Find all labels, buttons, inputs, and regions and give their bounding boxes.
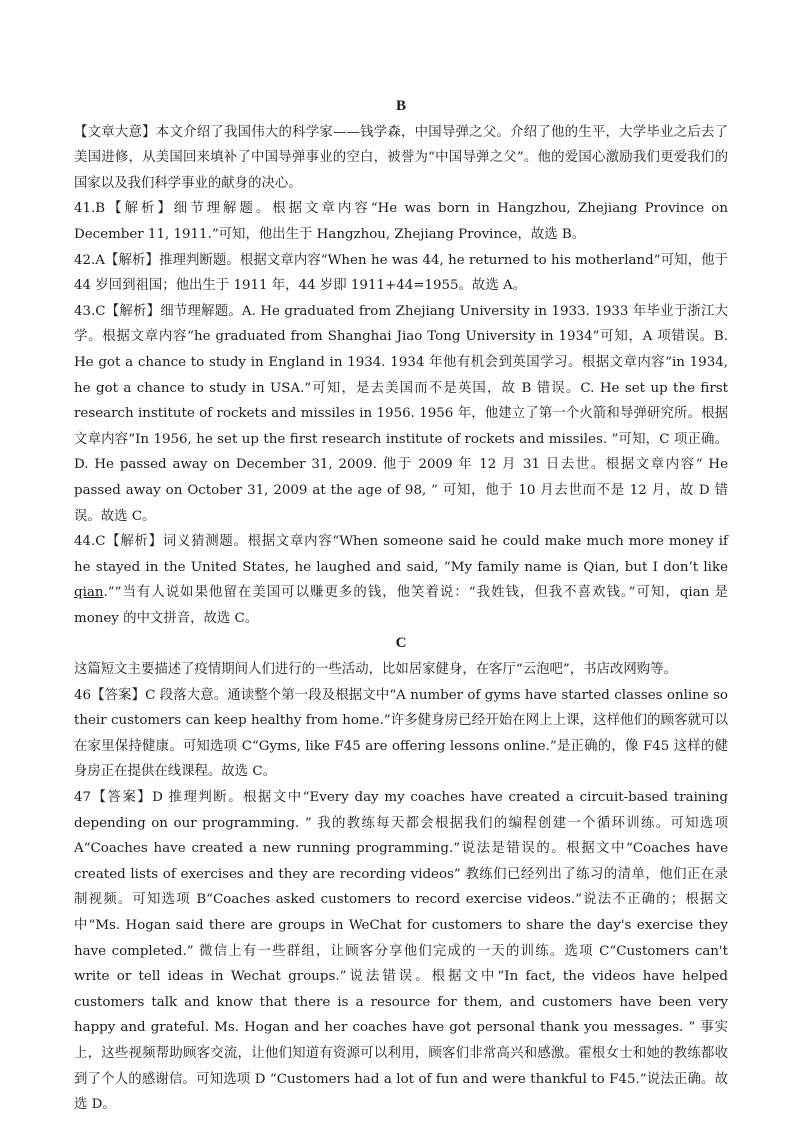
answer-47: 47【答案】D 推理判断。根据文中“Every day my coaches have created a circuit-based training depending on our programming. ” 我的教练每天都会根据我们的编程创建一个循环训练。可知选项 A“Coaches have created a new running programming.”说法是错误的。根据文中“Coaches have created lists of exercises and they are recording videos” 教练们已经列出了练习的清单，他们正在录制视频。可知选项 B“Coaches asked customers to record exercise videos.”说法不正确的；根据文中“Ms. Hogan said there are groups in WeChat for customers to share the day's exercise they have completed.” 微信上有一些群组，让顾客分享他们完成的一天的训练。选项 C“Customers can't write or tell ideas in Wechat groups.”说法错误。根据文中“In fact, the videos have helped customers talk and know that there is a resource for them, and customers have been very happy and grateful. Ms. Hogan and her coaches have got personal thank you messages. ” 事实上，这些视频帮助顾客交流，让他们知道有资源可以利用，顾客们非常高兴和感激。霍根女士和她的教练都收到了个人的感谢信。可知选项 D “Customers had a lot of fun and were thankful to F45.”说法正确。故选 D。	[74, 790, 728, 1113]
answer-43: 43.C【解析】细节理解题。A. He graduated from Zhejiang University in 1933. 1933 年毕业于浙江大学。根据文章内容“he graduated from Shanghai Jiao Tong University in 1934”可知，A 项错误。B. He got a chance to study in England in 1934. 1934 年他有机会到英国学习。根据文章内容“in 1934, he got a chance to study in USA.”可知，是去美国而不是英国，故 B 错误。C. He set up the first research institute of rockets and missiles in 1956. 1956 年，他建立了第一个火箭和导弹研究所。根据文章内容“In 1956, he set up the first research institute of rockets and missiles. ”可知，C 项正确。D. He passed away on December 31, 2009. 他于 2009 年 12 月 31 日去世。根据文章内容“ He passed away on October 31, 2009 at the age of 98, ” 可知，他于 10 月去世而不是 12 月，故 D 错误。故选 C。	[74, 303, 728, 524]
answer-key-document	[74, 94, 728, 1118]
answer-44-text-after: .””当有人说如果他留在美国可以赚更多的钱，他笑着说：“我姓钱，但我不喜欢钱。”可知，qian 是 money 的中文拼音，故选 C。	[74, 585, 728, 626]
answer-41: 41.B【解析】细节理解题。根据文章内容“He was born in Hangzhou, Zhejiang Province on December 11, 1911.”可知，他出生于 Hangzhou, Zhejiang Province，故选 B。	[74, 201, 728, 242]
answer-44-underlined-word: qian	[74, 585, 104, 601]
answer-44	[74, 529, 728, 631]
answer-42: 42.A【解析】推理判断题。根据文章内容“When he was 44, he returned to his motherland”可知，他于 44 岁回到祖国；他出生于 1911 年，44 岁即 1911+44=1955。故选 A。	[74, 252, 728, 294]
answer-46: 46【答案】C 段落大意。通读整个第一段及根据文中“A number of gyms have started classes online so their customers can keep healthy from home.”许多健身房已经开始在网上上课，这样他们的顾客就可以在家里保持健康。可知选项 C“Gyms, like F45 are offering lessons online.”是正确的，像 F45 这样的健身房正在提供在线课程。故选 C。	[74, 687, 728, 780]
answer-44-text-before: 44.C【解析】词义猜测题。根据文章内容“When someone said he could make much more money if he stayed in the United States, he laughed and said, “My family name is Qian, but I don’t like	[74, 534, 728, 575]
section-c-summary: 这篇短文主要描述了疫情期间人们进行的一些活动，比如居家健身，在客厅“云泡吧”，书店改网购等。	[74, 662, 677, 678]
section-c-title: C	[395, 635, 407, 652]
section-b-summary: 【文章大意】本文介绍了我国伟大的科学家——钱学森，中国导弹之父。介绍了他的生平，大学毕业之后去了美国进修，从美国回来填补了中国导弹事业的空白，被誉为“中国导弹之父”。他的爱国心激励我们更爱我们的国家以及我们科学事业的献身的决心。	[74, 124, 728, 191]
section-b-title: B	[395, 98, 406, 114]
